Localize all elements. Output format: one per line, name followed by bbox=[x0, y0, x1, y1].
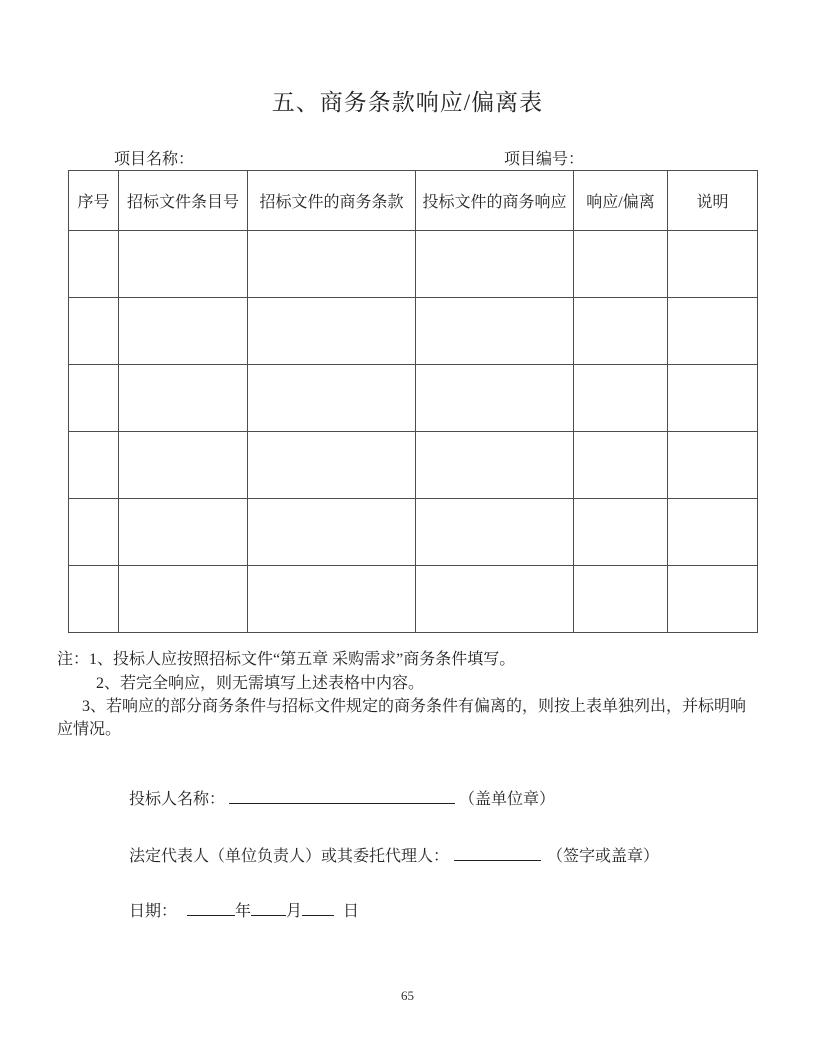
page-title: 五、商务条款响应/偏离表 bbox=[271, 90, 544, 115]
column-header: 招标文件条目号 bbox=[119, 171, 248, 231]
table-cell bbox=[69, 499, 119, 566]
column-header: 招标文件的商务条款 bbox=[248, 171, 416, 231]
table-row bbox=[69, 231, 758, 298]
table-cell bbox=[416, 566, 574, 633]
table-cell bbox=[69, 231, 119, 298]
table-cell bbox=[574, 499, 668, 566]
table-cell bbox=[119, 432, 248, 499]
table-cell bbox=[119, 566, 248, 633]
table-cell bbox=[69, 566, 119, 633]
table-cell bbox=[668, 432, 758, 499]
table-cell bbox=[69, 298, 119, 365]
table-cell bbox=[574, 365, 668, 432]
table-cell bbox=[119, 365, 248, 432]
date-line bbox=[113, 880, 359, 939]
note-line-4: 应情况。 bbox=[57, 721, 122, 738]
table-cell bbox=[416, 365, 574, 432]
table-cell bbox=[248, 231, 416, 298]
table-row bbox=[69, 566, 758, 633]
note-line-3: 3、若响应的部分商务条件与招标文件规定的商务条件有偏离的，则按上表单独列出，并标明响 bbox=[82, 698, 747, 715]
table-cell bbox=[248, 566, 416, 633]
table-cell bbox=[668, 231, 758, 298]
representative-seal-note: （签字或盖章） bbox=[547, 848, 660, 865]
day-blank-line bbox=[302, 901, 334, 916]
table-cell bbox=[574, 566, 668, 633]
table-cell bbox=[416, 231, 574, 298]
month-label: 月 bbox=[286, 903, 303, 920]
table-cell bbox=[119, 231, 248, 298]
table-cell bbox=[574, 231, 668, 298]
table-cell bbox=[69, 365, 119, 432]
header-row bbox=[69, 171, 758, 231]
table-row bbox=[69, 499, 758, 566]
table-cell bbox=[574, 298, 668, 365]
table-cell bbox=[248, 298, 416, 365]
table-cell bbox=[248, 432, 416, 499]
column-header: 响应/偏离 bbox=[574, 171, 668, 231]
year-blank-line bbox=[187, 901, 235, 916]
table-cell bbox=[248, 365, 416, 432]
day-label: 日 bbox=[343, 903, 360, 920]
table-cell bbox=[416, 499, 574, 566]
table-cell bbox=[416, 432, 574, 499]
bidder-seal-note: （盖单位章） bbox=[459, 791, 556, 808]
table-cell bbox=[668, 566, 758, 633]
note-line-2: 2、若完全响应，则无需填写上述表格中内容。 bbox=[96, 675, 425, 692]
column-header: 投标文件的商务响应 bbox=[416, 171, 574, 231]
table-row bbox=[69, 298, 758, 365]
year-label: 年 bbox=[235, 903, 252, 920]
project-number-label: 项目编号： bbox=[504, 151, 585, 168]
table-cell bbox=[668, 365, 758, 432]
bidder-name-line bbox=[113, 768, 555, 827]
bidder-name-blank-line bbox=[229, 789, 455, 804]
table-cell bbox=[574, 432, 668, 499]
representative-label: 法定代表人（单位负责人）或其委托代理人： bbox=[129, 848, 450, 865]
table-cell bbox=[248, 499, 416, 566]
table-cell bbox=[668, 298, 758, 365]
table-row bbox=[69, 432, 758, 499]
column-header: 序号 bbox=[69, 171, 119, 231]
table-cell bbox=[69, 432, 119, 499]
month-blank-line bbox=[251, 901, 286, 916]
table-cell bbox=[119, 298, 248, 365]
table-cell bbox=[119, 499, 248, 566]
representative-line bbox=[113, 825, 659, 884]
bidder-name-label: 投标人名称： bbox=[129, 791, 226, 808]
table-row bbox=[69, 365, 758, 432]
date-label: 日期： bbox=[129, 903, 178, 920]
table-cell bbox=[416, 298, 574, 365]
column-header: 说明 bbox=[668, 171, 758, 231]
note-line-1: 注：1、投标人应按照招标文件“第五章 采购需求”商务条件填写。 bbox=[57, 651, 516, 668]
project-name-label: 项目名称： bbox=[114, 151, 195, 168]
response-table bbox=[68, 170, 758, 633]
representative-blank-line bbox=[454, 846, 541, 861]
table-cell bbox=[668, 499, 758, 566]
page-number: 65 bbox=[401, 988, 414, 1003]
